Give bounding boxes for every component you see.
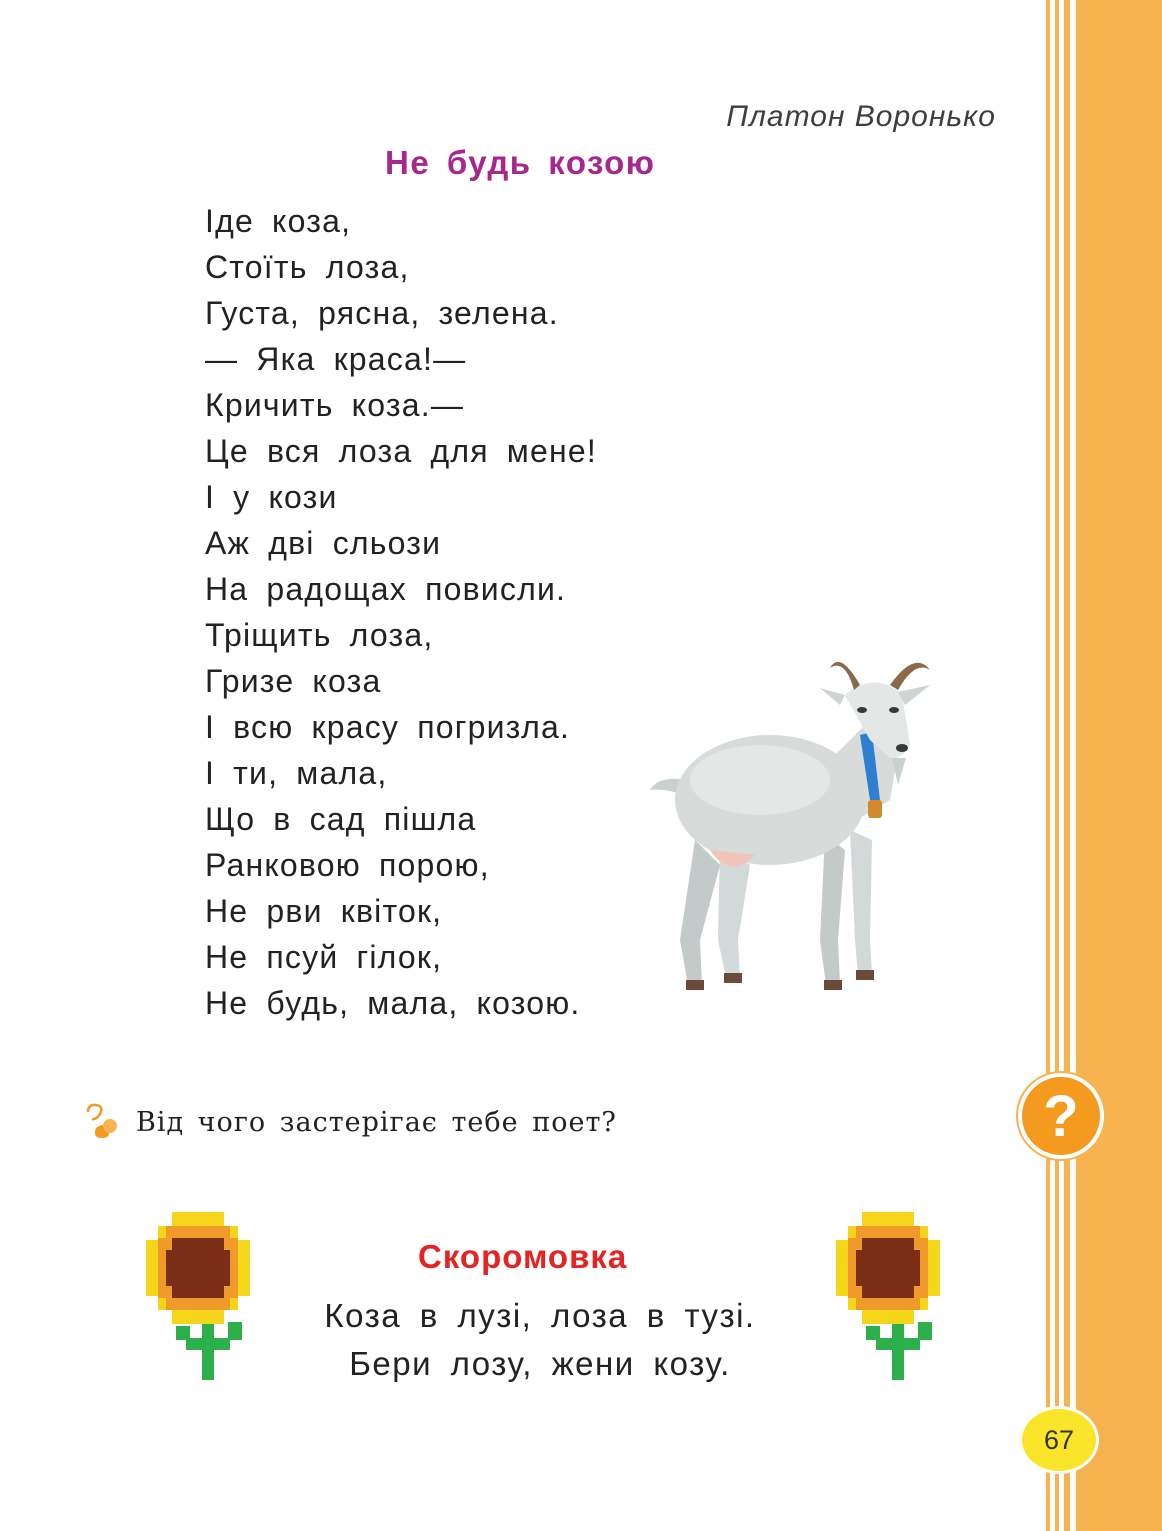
border-band: [1076, 0, 1162, 1531]
poem-line: Ранковою порою,: [205, 847, 490, 883]
sunflower-icon: [836, 1212, 940, 1380]
side-border: [1038, 0, 1162, 1531]
poem-line: Кричить коза.—: [205, 387, 465, 423]
poem-line: І у кози: [205, 479, 338, 515]
tongue-twister-title: Скоромовка: [418, 1238, 628, 1275]
border-stripe: [1055, 0, 1059, 1531]
question-row: [82, 1102, 617, 1142]
poem-line: І всю красу погризла.: [205, 709, 571, 745]
question-text: Від чого застерігає тебе поет?: [136, 1106, 617, 1138]
poem-line: Стоїть лоза,: [205, 249, 410, 285]
poem-line: Тріщить лоза,: [205, 617, 434, 653]
poem-line: Не псуй гілок,: [205, 939, 443, 975]
poem-author: Платон Воронько: [726, 100, 996, 133]
poem-line: Не рви квіток,: [205, 893, 443, 929]
poem-line: І ти, мала,: [205, 755, 388, 791]
page-number: 67: [1019, 1406, 1099, 1474]
poem-line: На радощах повисли.: [205, 571, 567, 607]
tongue-twister-line: Бери лозу, жени козу.: [349, 1345, 731, 1382]
tongue-twister-line: Коза в лузі, лоза в тузі.: [324, 1297, 756, 1334]
poem-line: Не будь, мала, козою.: [205, 985, 581, 1021]
poem-line: Аж дві сльози: [205, 525, 442, 561]
poem-text: [205, 198, 597, 1026]
poem-line: Гризе коза: [205, 663, 382, 699]
goat-illustration: [640, 640, 980, 1000]
poem-line: — Яка краса!—: [205, 341, 467, 377]
poem-line: Це вся лоза для мене!: [205, 433, 597, 469]
question-bubble-icon: [82, 1102, 124, 1142]
poem-title: Не будь козою: [385, 144, 656, 181]
border-stripe: [1064, 0, 1070, 1531]
poem-line: Іде коза,: [205, 203, 352, 239]
poem-line: Що в сад пішла: [205, 801, 477, 837]
border-stripe: [1046, 0, 1050, 1531]
tongue-twister-text: [230, 1292, 850, 1388]
help-badge: [1018, 1073, 1104, 1159]
poem-line: Густа, рясна, зелена.: [205, 295, 559, 331]
question-mark-icon: ?: [1043, 1083, 1079, 1149]
